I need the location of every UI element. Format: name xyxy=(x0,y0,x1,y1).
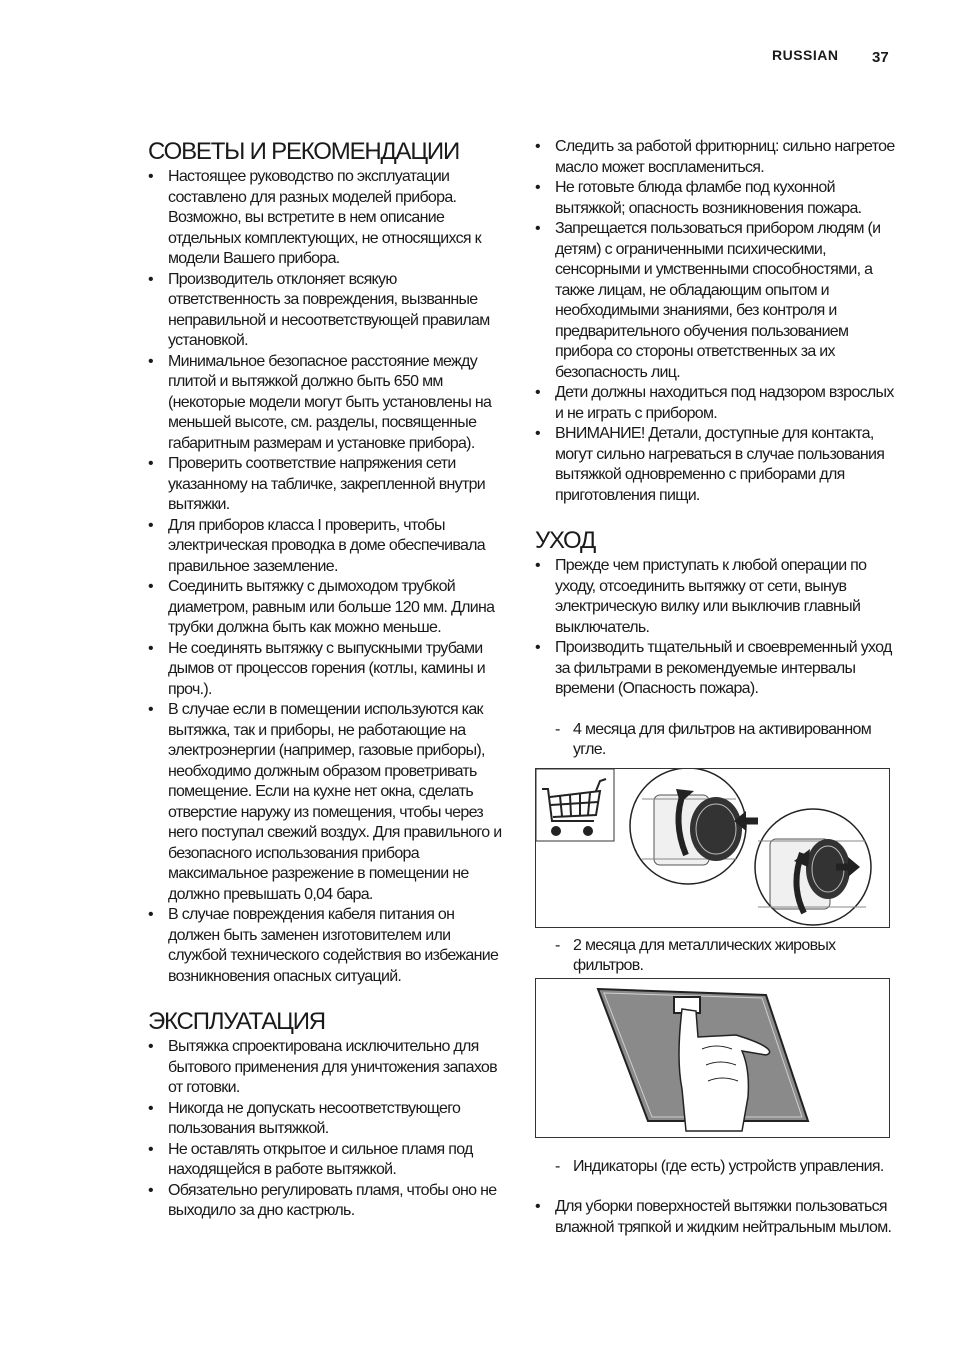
section-title-tips: СОВЕТЫ И РЕКОМЕНДАЦИИ xyxy=(148,138,460,165)
list-item: • Проверить соответствие напряжения сети указанному на табличке, закрепленной внутри вытяжки. xyxy=(148,454,508,516)
right-column xyxy=(535,137,895,1238)
list-item: • Следить за работой фритюрниц: сильно нагретое масло может воспламениться. xyxy=(535,137,895,178)
list-item: • Обязательно регулировать пламя, чтобы оно не выходило за дно кастрюль. xyxy=(148,1181,508,1222)
list-item: • Производить тщательный и своевременный уход за фильтрами в рекомендуемые интервалы времени (Опасность пожара). xyxy=(535,638,895,700)
list-item: • ВНИМАНИЕ! Детали, доступные для контакта, могут сильно нагреваться в случае пользования вытяжкой одновременно с приборами для приготовления пищи. xyxy=(535,424,895,506)
grease-filter-figure xyxy=(535,978,890,1138)
list-item: • Никогда не допускать несоответствующего пользования вытяжкой. xyxy=(148,1099,508,1140)
list-item: • Не оставлять открытое и сильное пламя под находящейся в работе вытяжкой. xyxy=(148,1140,508,1181)
page-number: 37 xyxy=(872,49,889,66)
dash-item-charcoal: - 4 месяца для фильтров на активированном угле. xyxy=(555,720,895,761)
page-header xyxy=(760,47,900,67)
dash-list-metal xyxy=(535,936,895,977)
dash-item-metal: - 2 месяца для металлических жировых фильтров. xyxy=(555,936,895,977)
list-item: • Минимальное безопасное расстояние между плитой и вытяжкой должно быть 650 мм (некоторые модели могут быть установлены на меньшей высоте, см. разделы, посвященные габаритным размерам и установке прибора). xyxy=(148,352,508,455)
list-item: • Для уборки поверхностей вытяжки пользоваться влажной тряпкой и жидким нейтральным мылом. xyxy=(535,1197,895,1238)
filter-removal-step-2-icon xyxy=(755,809,871,925)
care-list xyxy=(535,556,895,700)
left-column xyxy=(148,137,508,1222)
dash-list-charcoal xyxy=(535,720,895,761)
tips-list xyxy=(148,167,508,987)
list-item: • Прежде чем приступать к любой операции по уходу, отсоединить вытяжку от сети, вынув электрическую вилку или выключив главный выключатель. xyxy=(535,556,895,638)
list-item: • Производитель отклоняет всякую ответственность за повреждения, вызванные неправильной и несоответствующей правилам установкой. xyxy=(148,270,508,352)
operation-list xyxy=(148,1037,508,1222)
cleaning-list xyxy=(535,1197,895,1238)
list-item: • Не готовьте блюда фламбе под кухонной вытяжкой; опасность возникновения пожара. xyxy=(535,178,895,219)
list-item: • В случае повреждения кабеля питания он должен быть заменен изготовителем или службой технического содействия во избежание возникновения опасных ситуаций. xyxy=(148,905,508,987)
list-item: • Вытяжка спроектирована исключительно для бытового применения для уничтожения запахов от готовки. xyxy=(148,1037,508,1099)
dash-item-indicators: - Индикаторы (где есть) устройств управления. xyxy=(555,1157,895,1178)
language-label: RUSSIAN xyxy=(772,47,839,63)
dash-list-indicators xyxy=(535,1157,895,1178)
filter-removal-step-1-icon xyxy=(630,769,758,884)
list-item: • Не соединять вытяжку с выпускными трубами дымов от процессов горения (котлы, камины и проч.). xyxy=(148,639,508,701)
charcoal-filter-figure xyxy=(535,768,890,928)
list-item: • В случае если в помещении используются как вытяжка, так и приборы, не работающие на электроэнергии (например, газовые приборы), необходимо должным образом проветривать помещение. Если на кухне нет окна, сделать отверстие наружу из помещения, чтобы через него поступал свежий воздух. Для правильного и безопасного использования прибора максимальное разрежение в помещении не должно превышать 0,04 бара. xyxy=(148,700,508,905)
section-title-operation: ЭКСПЛУАТАЦИЯ xyxy=(148,1008,325,1035)
list-item: • Для приборов класса I проверить, чтобы электрическая проводка в доме обеспечивала правильное заземление. xyxy=(148,516,508,578)
list-item: • Соединить вытяжку с дымоходом трубкой диаметром, равным или больше 120 мм. Длина трубки должна быть как можно меньше. xyxy=(148,577,508,639)
list-item: • Дети должны находиться под надзором взрослых и не играть с прибором. xyxy=(535,383,895,424)
section-title-care: УХОД xyxy=(535,527,596,554)
continued-tips-list xyxy=(535,137,895,506)
list-item: • Настоящее руководство по эксплуатации составлено для разных моделей прибора. Возможно, вы встретите в нем описание отдельных комплектующих, не относящихся к модели Вашего прибора. xyxy=(148,167,508,270)
list-item: • Запрещается пользоваться прибором людям (и детям) с ограниченными психическими, сенсорными и умственными способностями, а также лицам, не обладающим опытом и необходимыми знаниями, без контроля и предварительного обучения пользованием прибора со стороны ответственных за их безопасность лиц. xyxy=(535,219,895,383)
